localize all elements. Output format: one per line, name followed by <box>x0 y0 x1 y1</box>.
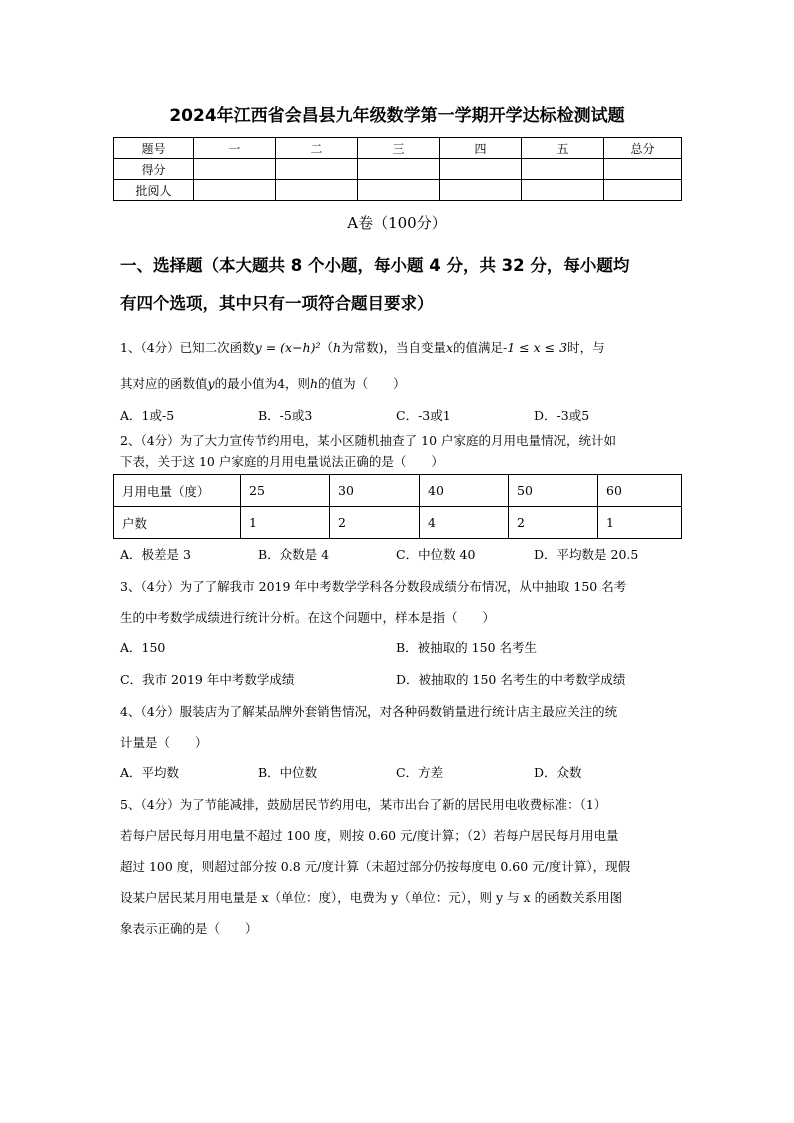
score-cell[interactable] <box>358 180 440 201</box>
table-cell: 40 <box>420 475 509 507</box>
score-header-cell: 一 <box>194 138 276 159</box>
score-table-row <box>114 159 682 180</box>
q1-var-y: y <box>207 376 215 391</box>
q1-text: 的最小值为4，则 <box>214 376 311 391</box>
question-5-line4: 设某户居民某月用电量是 x（单位：度），电费为 y（单位：元），则 y 与 x 的函数关系用图 <box>120 890 623 905</box>
score-header-cell: 题号 <box>114 138 194 159</box>
table-cell: 4 <box>420 507 509 539</box>
electricity-table <box>113 474 682 539</box>
q1-var-x: x <box>445 340 454 355</box>
question-2-line2: 下表，关于这 10 户家庭的月用电量说法正确的是（ ） <box>120 454 444 469</box>
q4-option-b[interactable]: B．中位数 <box>258 765 318 780</box>
q1-formula: y = (x−h)² <box>254 340 321 355</box>
q1-text: 时，与 <box>567 340 605 355</box>
q4-option-c[interactable]: C．方差 <box>396 765 444 780</box>
score-cell[interactable] <box>358 159 440 180</box>
q1-option-d[interactable]: D．-3或5 <box>534 408 590 423</box>
score-cell[interactable] <box>522 159 604 180</box>
table-cell: 2 <box>509 507 598 539</box>
q4-option-a[interactable]: A．平均数 <box>120 765 180 780</box>
question-5-line5: 象表示正确的是（ ） <box>120 921 258 936</box>
question-3-line1: 3、（4分）为了了解我市 2019 年中考数学学科各分数段成绩分布情况，从中抽取 150 名考 <box>120 579 627 594</box>
score-cell[interactable] <box>276 159 358 180</box>
section-heading-line1: 一、选择题（本大题共 8 个小题，每小题 4 分，共 32 分，每小题均 <box>120 256 630 275</box>
question-5-line1: 5、（4分）为了节能减排，鼓励居民节约用电，某市出台了新的居民用电收费标准：（1） <box>120 797 607 812</box>
electricity-table-row <box>114 507 682 539</box>
q1-option-c[interactable]: C．-3或1 <box>396 408 451 423</box>
q1-text: 的值满足 <box>453 340 504 355</box>
q1-text: 的值为（ ） <box>318 376 406 391</box>
question-1-line1 <box>120 338 605 358</box>
score-row-label: 批阅人 <box>114 180 194 201</box>
question-4-line2: 计量是（ ） <box>120 735 208 750</box>
score-table <box>113 137 682 201</box>
q1-var-h: h <box>333 340 342 355</box>
q3-option-d[interactable]: D．被抽取的 150 名考生的中考数学成绩 <box>396 672 626 687</box>
question-4-line1: 4、（4分）服装店为了解某品牌外套销售情况，对各种码数销量进行统计店主最应关注的统 <box>120 704 618 719</box>
score-cell[interactable] <box>522 180 604 201</box>
q3-option-c[interactable]: C．我市 2019 年中考数学成绩 <box>120 672 295 687</box>
q1-text: 为常数)，当自变量 <box>341 340 446 355</box>
q4-option-d[interactable]: D．众数 <box>534 765 582 780</box>
q3-option-b[interactable]: B．被抽取的 150 名考生 <box>396 640 537 655</box>
table-cell: 50 <box>509 475 598 507</box>
q1-range: -1 ≤ x ≤ 3 <box>503 340 568 355</box>
q2-option-b[interactable]: B．众数是 4 <box>258 547 330 562</box>
score-table-row <box>114 180 682 201</box>
score-header-cell: 总分 <box>604 138 682 159</box>
score-header-cell: 五 <box>522 138 604 159</box>
table-cell: 1 <box>241 507 330 539</box>
score-cell[interactable] <box>604 159 682 180</box>
score-cell[interactable] <box>604 180 682 201</box>
score-cell[interactable] <box>440 180 522 201</box>
table-cell: 月用电量（度） <box>114 475 241 507</box>
score-header-cell: 二 <box>276 138 358 159</box>
table-cell: 1 <box>598 507 682 539</box>
question-5-line3: 超过 100 度，则超过部分按 0.8 元/度计算（未超过部分仍按每度电 0.60 元/度计算），现假 <box>120 859 631 874</box>
question-3-line2: 生的中考数学成绩进行统计分析。在这个问题中，样本是指（ ） <box>120 610 496 625</box>
score-cell[interactable] <box>194 180 276 201</box>
table-cell: 25 <box>241 475 330 507</box>
score-header-cell: 四 <box>440 138 522 159</box>
q2-option-a[interactable]: A．极差是 3 <box>120 547 191 562</box>
q1-text: （ <box>320 340 333 355</box>
q1-var-h: h <box>310 376 319 391</box>
score-cell[interactable] <box>440 159 522 180</box>
question-5-line2: 若每户居民每月用电量不超过 100 度，则按 0.60 元/度计算；（2）若每户居民每月用电量 <box>120 828 619 843</box>
page-title: 2024年江西省会昌县九年级数学第一学期开学达标检测试题 <box>169 106 625 126</box>
q1-option-b[interactable]: B．-5或3 <box>258 408 313 423</box>
score-cell[interactable] <box>194 159 276 180</box>
table-cell: 60 <box>598 475 682 507</box>
table-cell: 户数 <box>114 507 241 539</box>
q2-option-d[interactable]: D．平均数是 20.5 <box>534 547 639 562</box>
q1-text: 1、（4分）已知二次函数 <box>120 340 255 355</box>
table-cell: 30 <box>330 475 420 507</box>
score-cell[interactable] <box>276 180 358 201</box>
q3-option-a[interactable]: A．150 <box>120 640 166 655</box>
score-header-cell: 三 <box>358 138 440 159</box>
q1-option-a[interactable]: A．1或-5 <box>120 408 175 423</box>
question-1-line2 <box>120 374 406 394</box>
paper-part-heading: A卷（100分） <box>347 214 447 232</box>
section-heading-line2: 有四个选项，其中只有一项符合题目要求） <box>120 294 434 313</box>
score-row-label: 得分 <box>114 159 194 180</box>
q2-option-c[interactable]: C．中位数 40 <box>396 547 476 562</box>
q1-text: 其对应的函数值 <box>120 376 208 391</box>
table-cell: 2 <box>330 507 420 539</box>
electricity-table-row <box>114 475 682 507</box>
question-2-line1: 2、（4分）为了大力宣传节约用电，某小区随机抽查了 10 户家庭的月用电量情况，统计如 <box>120 433 617 448</box>
score-table-header-row <box>114 138 682 159</box>
